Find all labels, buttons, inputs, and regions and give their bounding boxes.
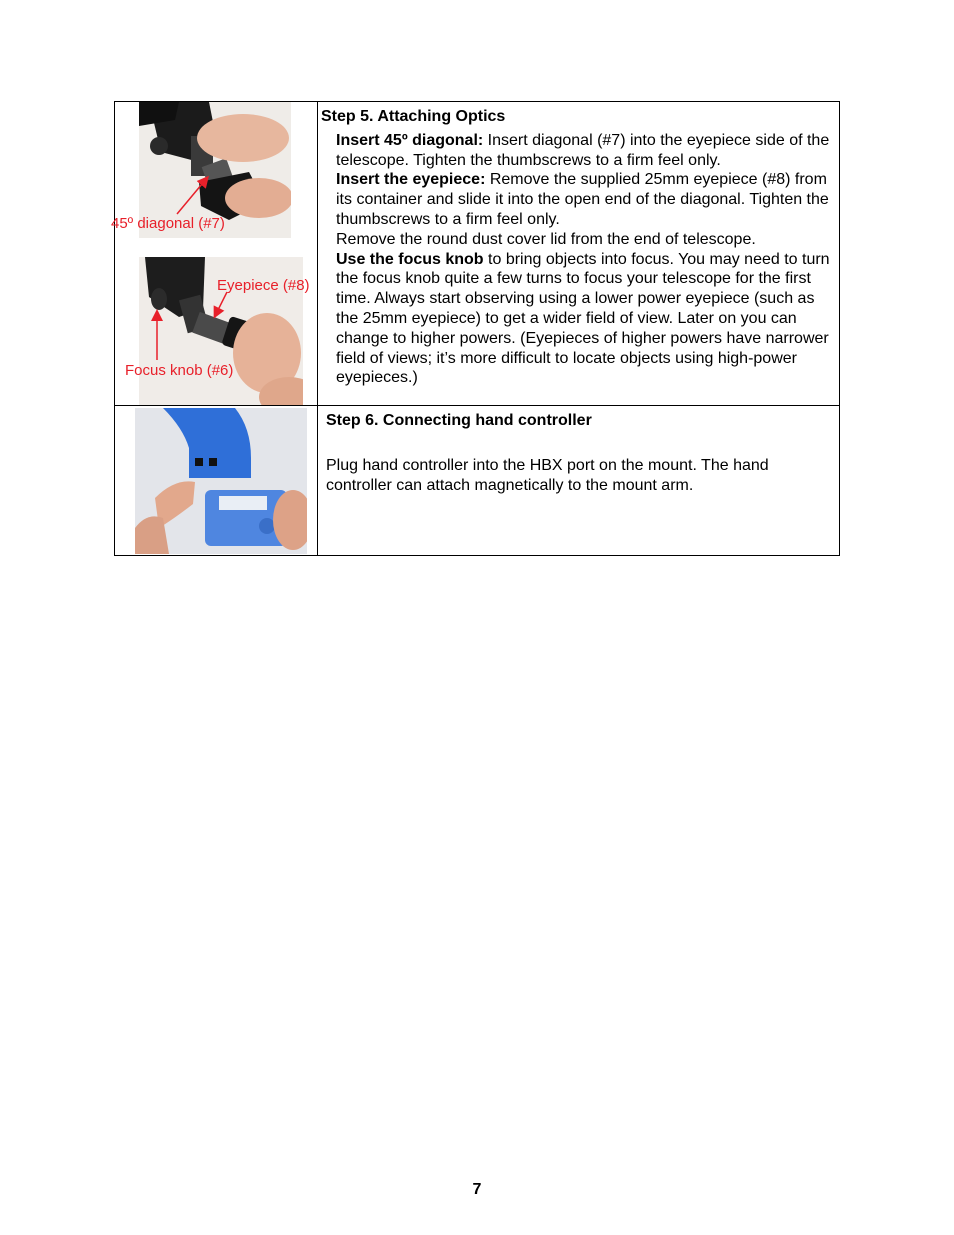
- photo-hand-controller: [135, 408, 307, 554]
- step5-para-focus: [336, 250, 831, 389]
- label-eyepiece: Eyepiece (#8): [217, 277, 310, 294]
- step6-content: [326, 411, 831, 495]
- table-divider-vertical: [317, 102, 318, 555]
- step5-content: [321, 107, 831, 388]
- step5-focus-bold: Use the focus knob: [336, 250, 484, 268]
- step5-para-eyepiece: [336, 170, 831, 229]
- label-focus-knob: Focus knob (#6): [125, 362, 234, 379]
- step5-eyepiece-text: Remove the supplied 25mm eyepiece (#8) from its container and slide it into the open end of the diagonal. Tighten the thumbscrews to a firm feel only.: [336, 171, 829, 228]
- table-divider-horizontal: [115, 405, 839, 406]
- step5-body: [321, 131, 831, 388]
- step5-para-diagonal: [336, 131, 831, 171]
- step6-body: Plug hand controller into the HBX port on the mount. The hand controller can attach magnetically to the mount arm.: [326, 456, 769, 494]
- label-diagonal: 45º diagonal (#7): [111, 215, 225, 232]
- step5-title: Step 5. Attaching Optics: [321, 108, 506, 125]
- instruction-table: [111, 101, 840, 556]
- step5-focus-text: to bring objects into focus. You may need to turn the focus knob quite a few turns to focus your telescope for the first time. Always start observing using a lower power eyepiece (such as the 25mm eyepiece) to get a wider field of view. Later on you can change to higher powers. (Eyepieces of higher powers have narrower field of views; it’s more difficult to locate objects using high-power eyepieces.): [336, 250, 830, 387]
- step5-eyepiece-bold: Insert the eyepiece:: [336, 171, 486, 189]
- step5-diagonal-text: Insert diagonal (#7) into the eyepiece side of the telescope. Tighten the thumbscrews to a firm feel only.: [336, 131, 830, 169]
- step6-title: Step 6. Connecting hand controller: [326, 412, 592, 429]
- step5-para-dustcover: Remove the round dust cover lid from the end of telescope.: [336, 230, 756, 248]
- page-number: 7: [472, 1181, 482, 1198]
- step5-diagonal-bold: Insert 45º diagonal:: [336, 131, 484, 149]
- label-arrows: [115, 102, 317, 405]
